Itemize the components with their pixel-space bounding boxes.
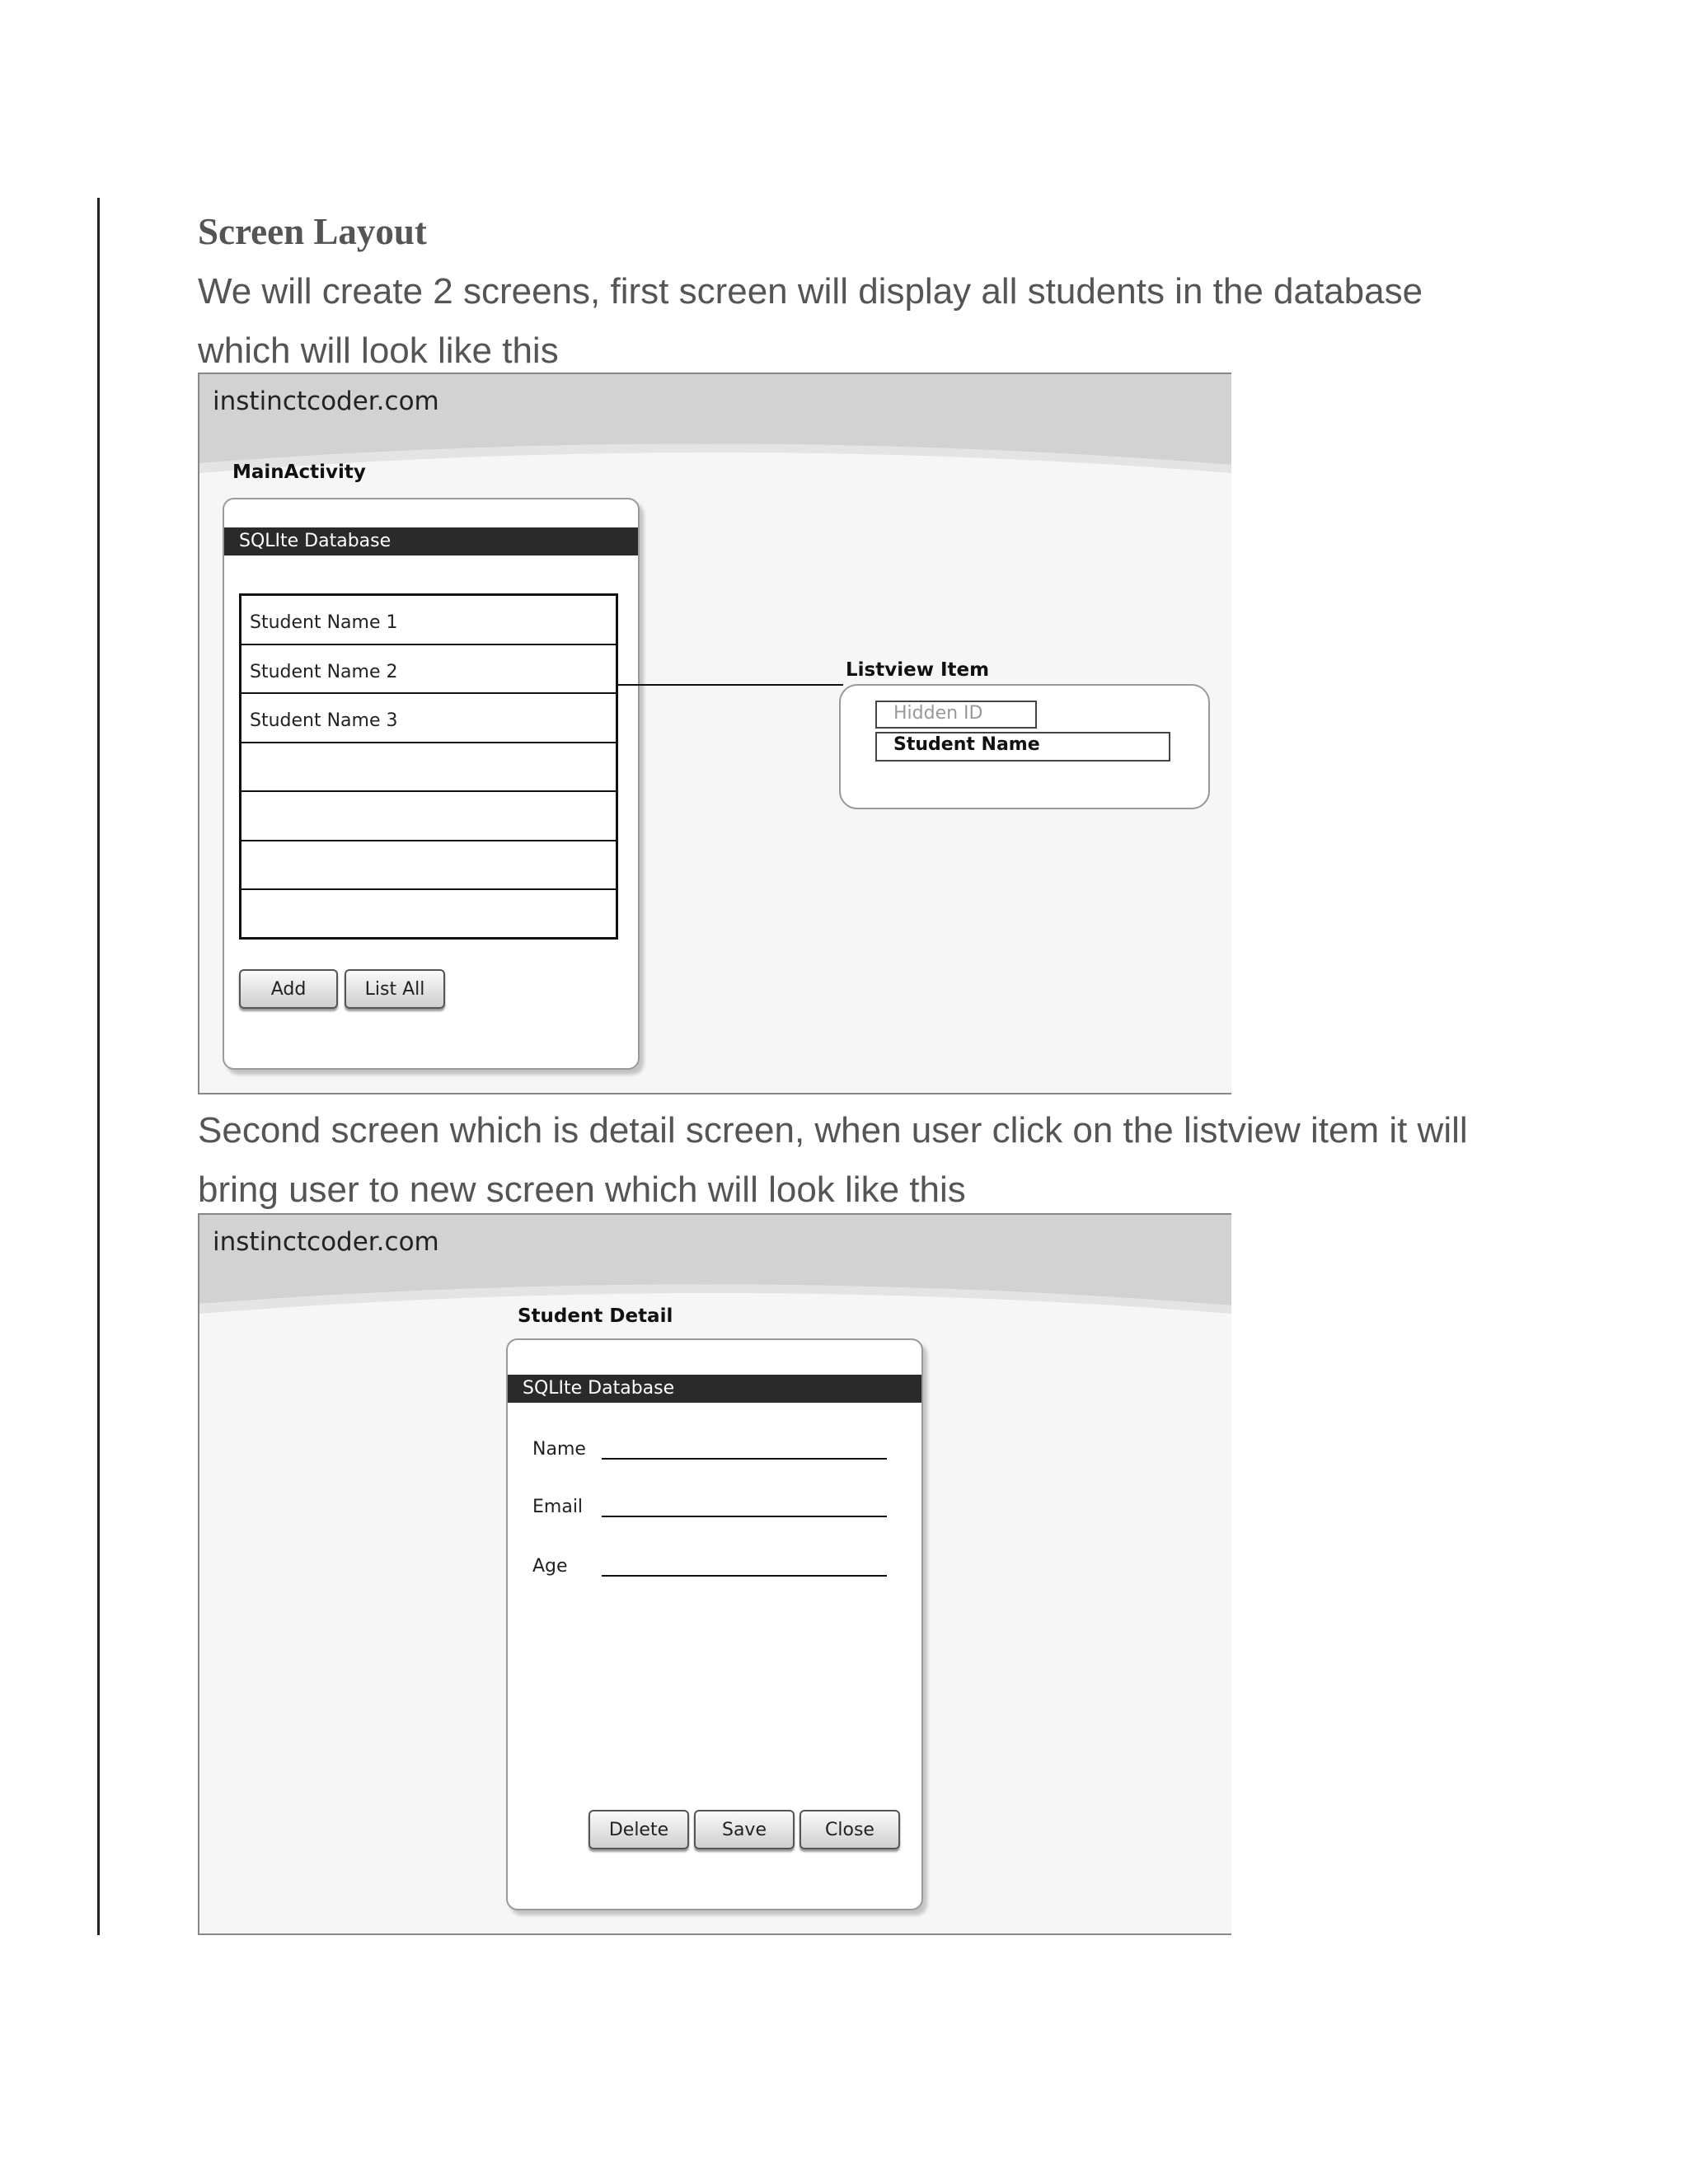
list-item[interactable] [241, 890, 616, 940]
student-listview [239, 593, 618, 940]
main-activity-mockup [198, 373, 1231, 1094]
student-detail-mockup [198, 1213, 1231, 1935]
student-detail-caption: Student Detail [518, 1305, 673, 1327]
email-input[interactable] [602, 1516, 887, 1517]
close-button[interactable]: Close [799, 1810, 900, 1849]
name-input[interactable] [602, 1458, 887, 1460]
listview-item-template [839, 684, 1210, 809]
page-margin-rule [97, 198, 100, 1935]
site-title: instinctcoder.com [213, 1227, 439, 1257]
app-header-bar: SQLIte Database [224, 527, 638, 555]
hidden-id-field: Hidden ID [875, 701, 1037, 729]
phone-frame [223, 498, 640, 1070]
list-item[interactable] [241, 792, 616, 841]
list-all-button[interactable]: List All [345, 969, 445, 1009]
list-item[interactable]: Student Name 3 [241, 694, 616, 743]
student-name-field: Student Name [875, 732, 1170, 762]
age-label: Age [532, 1556, 568, 1577]
detail-paragraph: Second screen which is detail screen, when user click on the listview item it will bring user to new screen which will look like this [198, 1110, 1468, 1210]
site-title: instinctcoder.com [213, 387, 439, 416]
list-item[interactable] [241, 743, 616, 793]
listview-item-caption: Listview Item [846, 659, 990, 681]
name-label: Name [532, 1439, 586, 1460]
intro-paragraph: We will create 2 screens, first screen will display all students in the database which will look like this [198, 271, 1423, 371]
delete-button[interactable]: Delete [588, 1810, 689, 1849]
list-item[interactable]: Student Name 2 [241, 645, 616, 695]
app-header-bar: SQLIte Database [508, 1375, 921, 1403]
list-item[interactable] [241, 841, 616, 891]
connector-line [616, 684, 843, 686]
email-label: Email [532, 1497, 584, 1517]
age-input[interactable] [602, 1575, 887, 1577]
section-heading: Screen Layout [198, 211, 427, 252]
save-button[interactable]: Save [694, 1810, 795, 1849]
list-item[interactable]: Student Name 1 [241, 596, 616, 645]
main-activity-caption: MainActivity [232, 462, 366, 483]
phone-frame [506, 1338, 923, 1910]
add-button[interactable]: Add [239, 969, 338, 1009]
